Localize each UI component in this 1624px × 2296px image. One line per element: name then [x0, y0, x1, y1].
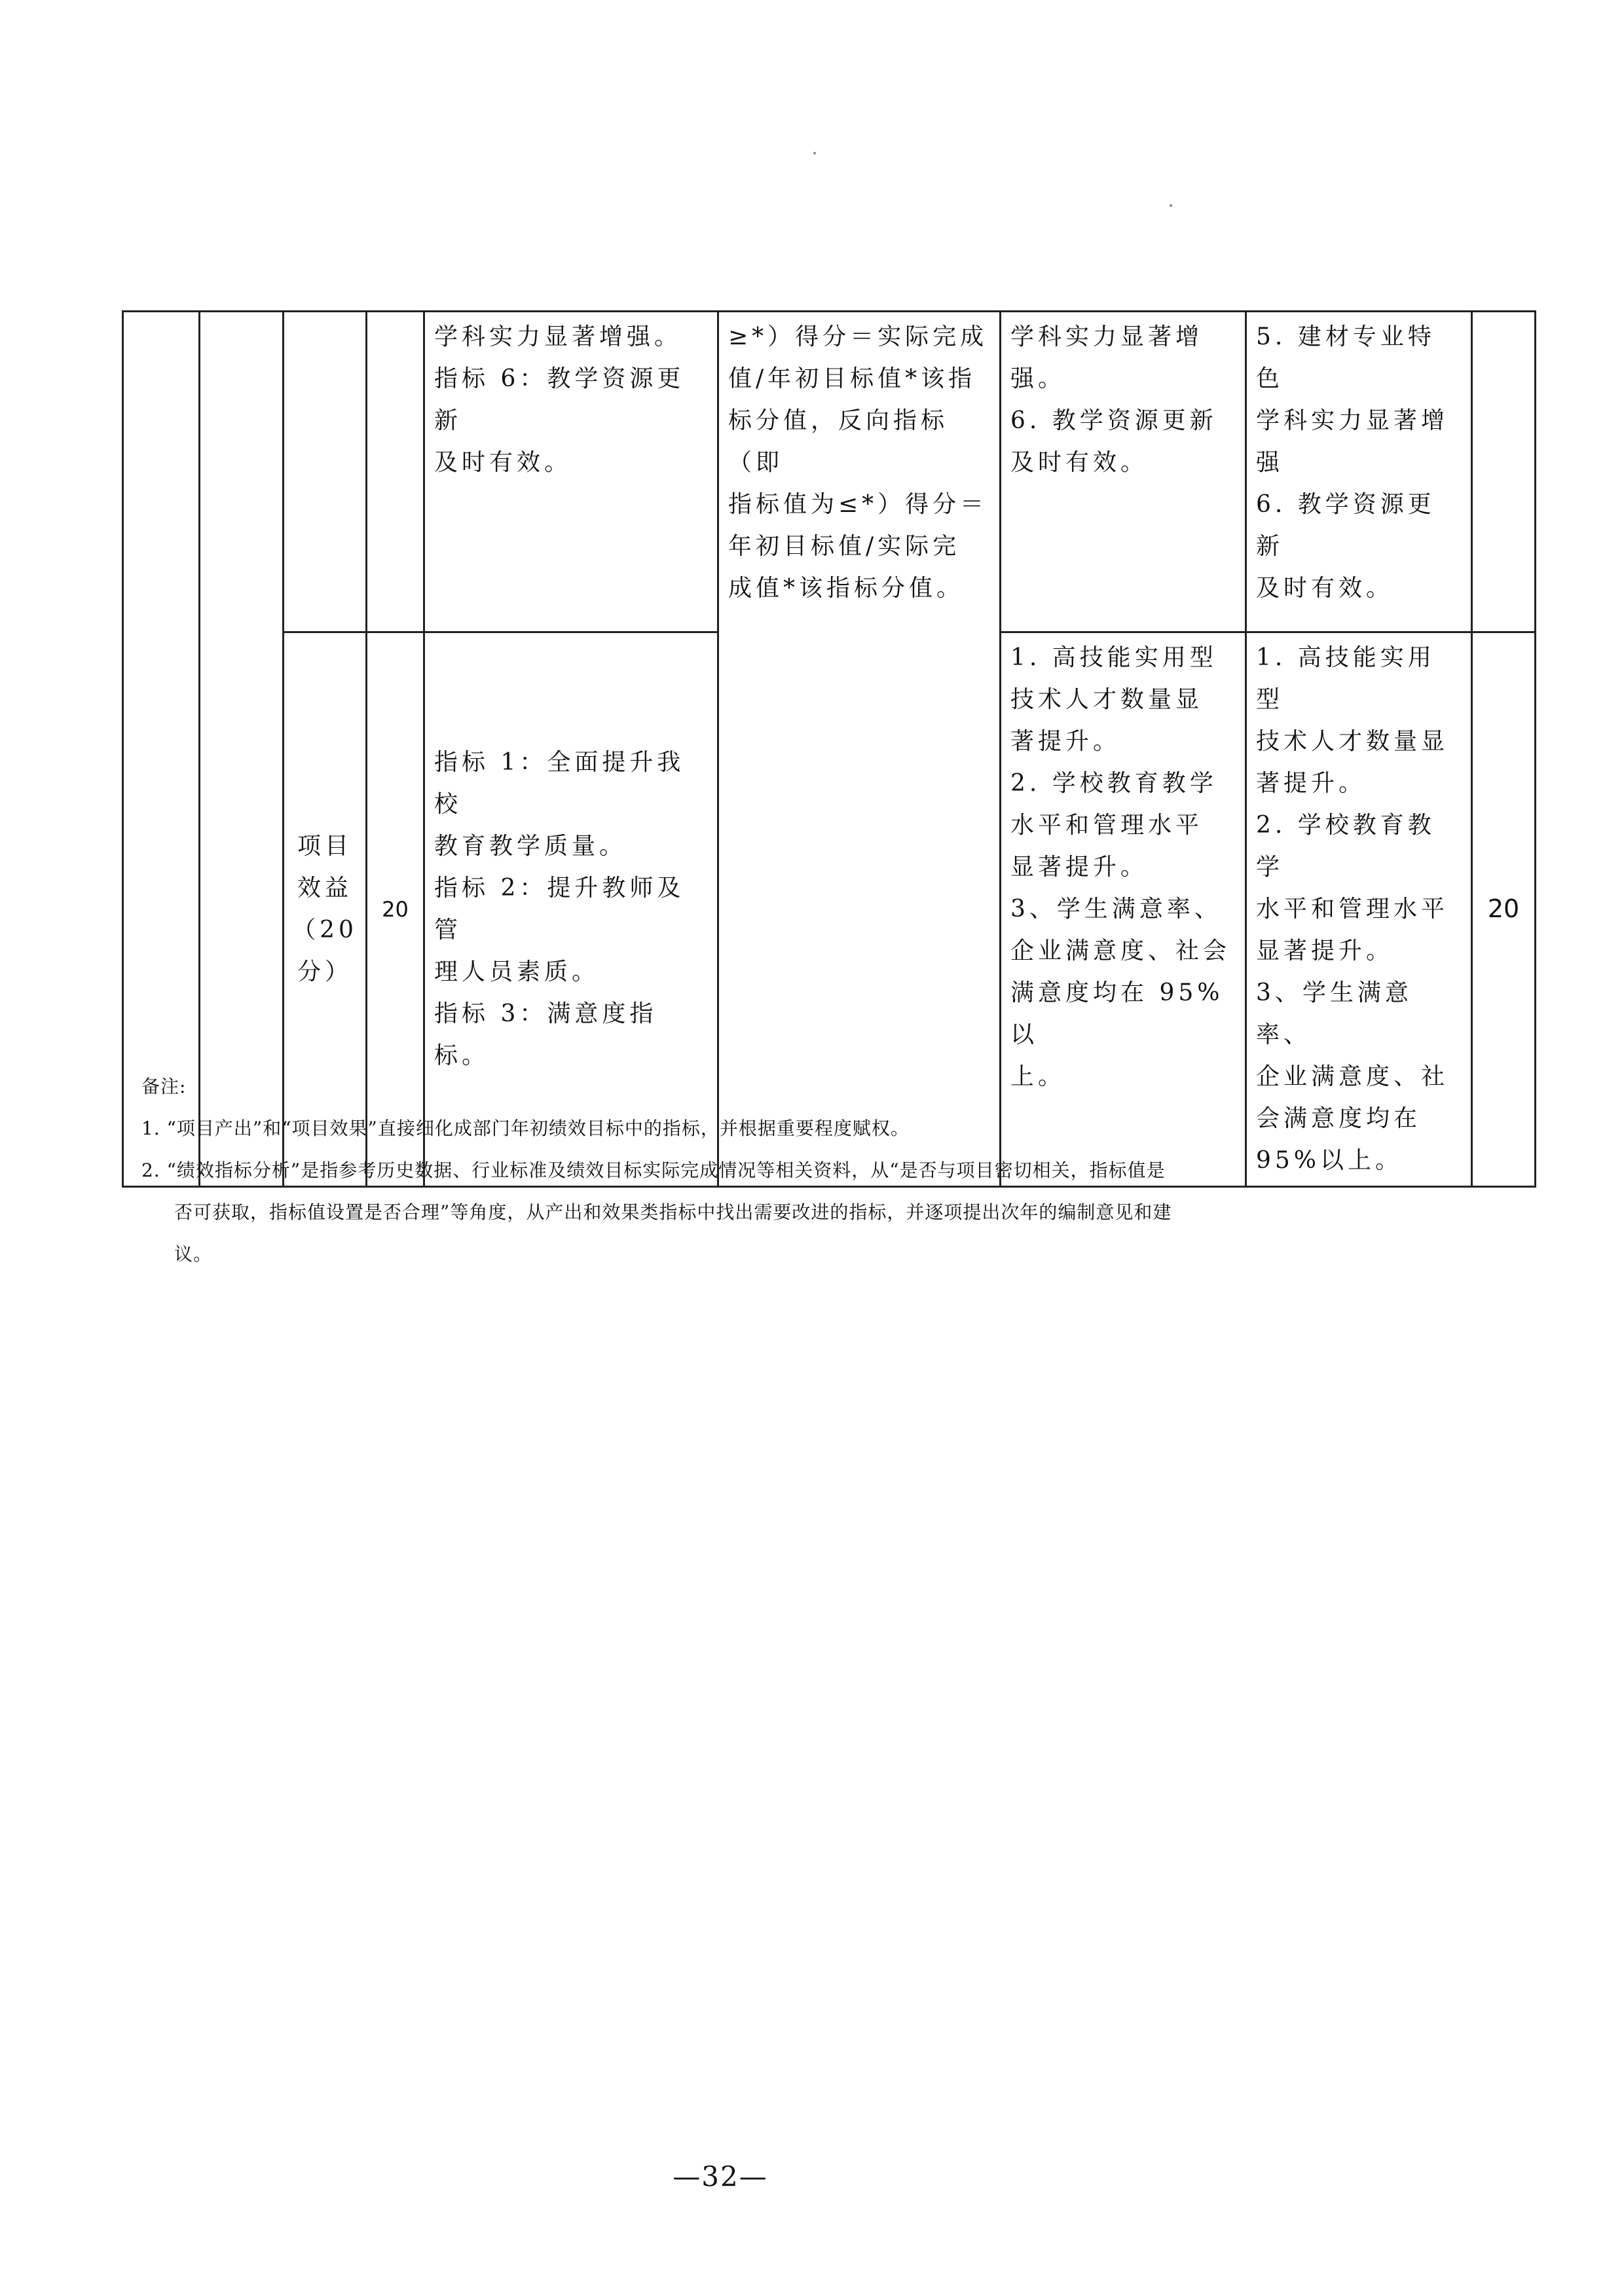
actual-text: 2. 学校教育教学	[1256, 812, 1435, 881]
actual-text: 会满意度均在	[1256, 1105, 1422, 1132]
actual-text: 企业满意度、社	[1256, 1063, 1449, 1090]
actual-value-cell	[1246, 312, 1472, 632]
actual-text: 学科实力显著增	[1256, 407, 1449, 434]
target-text: 2. 学校教育教学	[1010, 770, 1217, 797]
level2-category-cell	[200, 312, 284, 1187]
actual-text: 95%以上。	[1256, 1147, 1403, 1174]
indicator-text: 及时有效。	[434, 449, 572, 476]
method-text: 值/年初目标值*该指	[728, 365, 976, 392]
actual-text: 3、学生满意率、	[1256, 979, 1412, 1048]
target-text: 强。	[1010, 365, 1066, 392]
actual-text: 显著提升。	[1256, 938, 1394, 964]
target-text: 技术人才数量显	[1010, 686, 1204, 713]
target-text: 学科实力显著增	[1010, 323, 1204, 350]
target-text: 上。	[1010, 1063, 1066, 1090]
notes-section	[141, 1066, 1386, 1275]
indicator-text: 学科实力显著增强。	[434, 323, 682, 350]
scoring-method-cell	[718, 312, 1001, 1187]
weight-cell	[367, 312, 424, 632]
target-text: 显著提升。	[1010, 854, 1149, 881]
note-item-1: 1. “项目产出”和“项目效果”直接细化成部门年初绩效目标中的指标，并根据重要程度赋权。	[141, 1118, 910, 1139]
level3-category-cell	[284, 312, 367, 632]
score-cell	[1472, 312, 1536, 632]
target-text: 及时有效。	[1010, 449, 1149, 476]
indicator-text: 理人员素质。	[434, 958, 600, 985]
actual-text: 6. 教学资源更新	[1256, 491, 1435, 560]
indicator-text: 指标 2：提升教师及管	[434, 875, 685, 943]
note-item-2: 2. “绩效指标分析”是指参考历史数据、行业标准及绩效目标实际完成情况等相关资料，从“是否与项目密切相关，指标值是	[141, 1159, 1166, 1181]
table-row	[123, 312, 1536, 632]
actual-text: 著提升。	[1256, 770, 1367, 797]
weight-value: 20	[382, 897, 409, 922]
actual-text: 技术人才数量显	[1256, 728, 1449, 755]
indicator-text: 指标 3：满意度指标。	[434, 1000, 657, 1069]
actual-text: 及时有效。	[1256, 575, 1394, 602]
category-text: （20	[292, 917, 358, 943]
category-text: 效益	[297, 875, 352, 902]
target-text: 6. 教学资源更新	[1010, 407, 1217, 434]
method-text: 标分值，反向指标（即	[728, 407, 949, 476]
target-text: 1. 高技能实用型	[1010, 644, 1217, 671]
method-text: 指标值为≤*）得分＝	[728, 491, 988, 518]
category-text: 分）	[297, 958, 352, 985]
notes-title: 备注:	[141, 1076, 187, 1097]
actual-text: 1. 高技能实用型	[1256, 644, 1435, 713]
target-text: 水平和管理水平	[1010, 812, 1204, 839]
category-text: 项目	[297, 833, 352, 860]
method-text: 年初目标值/实际完	[728, 533, 961, 560]
score-value: 20	[1487, 894, 1520, 923]
scan-speck	[813, 152, 816, 155]
method-text: 成值*该指标分值。	[728, 575, 965, 602]
page-number: —32—	[673, 2160, 768, 2193]
note-item-2-continued: 否可获取，指标值设置是否合理”等角度，从产出和效果类指标中找出需要改进的指标，并逐项提出次年的编制意见和建	[174, 1201, 1172, 1223]
actual-text: 强	[1256, 449, 1284, 476]
actual-text: 水平和管理水平	[1256, 896, 1449, 922]
level1-category-cell	[123, 312, 200, 1187]
performance-indicator-table	[122, 310, 1536, 1188]
target-text: 企业满意度、社会	[1010, 938, 1231, 964]
score-cell	[1472, 632, 1536, 1187]
indicator-text: 教育教学质量。	[434, 833, 627, 860]
actual-text: 5. 建材专业特色	[1256, 323, 1435, 392]
scan-speck	[1170, 204, 1172, 207]
indicator-content-cell	[424, 312, 718, 632]
method-text: ≥*）得分＝实际完成	[728, 323, 988, 350]
target-text: 3、学生满意率、	[1010, 896, 1222, 922]
target-value-cell	[1001, 312, 1246, 632]
indicator-text: 指标 6：教学资源更新	[434, 365, 685, 434]
target-text: 满意度均在 95%以	[1010, 979, 1224, 1048]
indicator-text: 指标 1：全面提升我校	[434, 749, 685, 818]
target-text: 著提升。	[1010, 728, 1121, 755]
note-item-2-end: 议。	[174, 1243, 213, 1265]
